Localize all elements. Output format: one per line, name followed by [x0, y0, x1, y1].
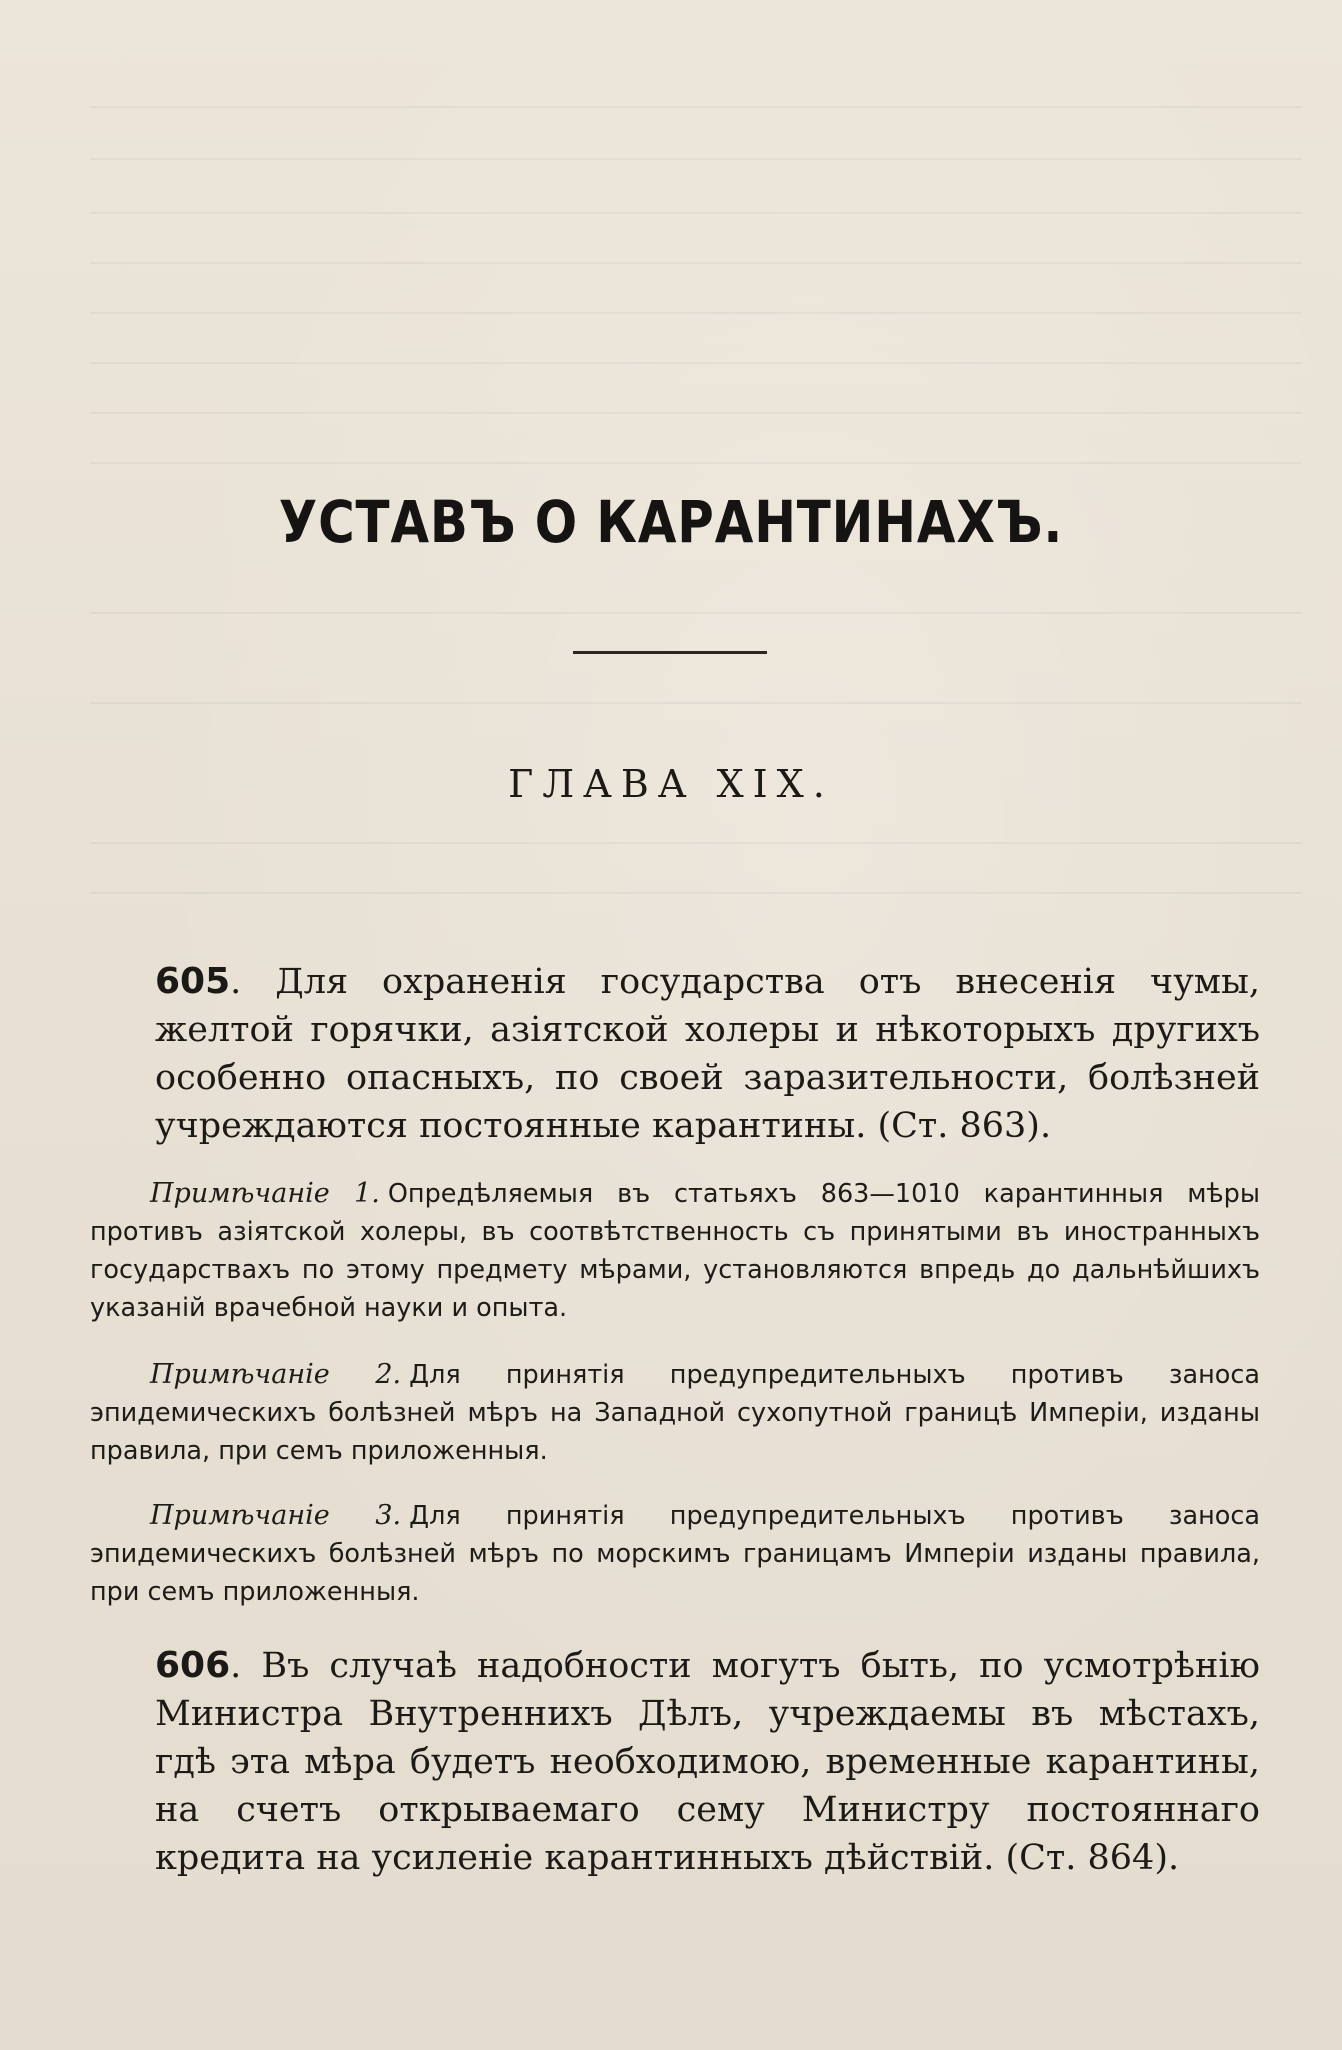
bleed-through-line	[90, 106, 1302, 108]
bleed-through-line	[90, 612, 1302, 614]
bleed-through-line	[90, 312, 1302, 314]
article-number: 605	[155, 961, 231, 1002]
bleed-through-line	[90, 412, 1302, 414]
bleed-through-line	[90, 158, 1302, 160]
bleed-through-line	[90, 262, 1302, 264]
article-605	[155, 958, 1260, 1150]
article-606	[155, 1642, 1260, 1882]
page-title: УСТАВЪ О КАРАНТИНАХЪ.	[278, 488, 1064, 556]
note-label: Примѣчаніе 2.	[150, 1359, 402, 1390]
bleed-through-line	[90, 842, 1302, 844]
bleed-through-line	[90, 462, 1302, 464]
note-text: Для принятія предупредительныхъ противъ заноса эпидемическихъ болѣзней мѣръ на Западной сухопутной границѣ Имперіи, изданы правила, при семъ приложенныя.	[90, 1360, 1260, 1466]
bleed-through-line	[90, 892, 1302, 894]
article-text: . Въ случаѣ надобности могутъ быть, по усмотрѣнію Министра Внутреннихъ Дѣлъ, учреждаемы въ мѣстахъ, гдѣ эта мѣра будетъ необходимою, временные карантины, на счетъ открываемаго сему Министру постояннаго кредита на усиленіе карантинныхъ дѣйствій. (Ст. 864).	[155, 1646, 1260, 1878]
chapter-heading: ГЛАВА XIX.	[508, 762, 834, 806]
bleed-through-line	[90, 702, 1302, 704]
article-text: . Для охраненія государства отъ внесенія чумы, желтой горячки, азіятской холеры и нѣкоторыхъ другихъ особенно опасныхъ, по своей заразительности, болѣзней учреждаются постоянные карантины. (Ст. 863).	[155, 962, 1260, 1146]
note-label: Примѣчаніе 1.	[150, 1178, 380, 1209]
note-1	[90, 1175, 1260, 1327]
note-2	[90, 1356, 1260, 1470]
bleed-through-line	[90, 362, 1302, 364]
note-3	[90, 1497, 1260, 1611]
note-text: Опредѣляемыя въ статьяхъ 863—1010 карантинныя мѣры противъ азіятской холеры, въ соотвѣтственность съ принятыми въ иностранныхъ государствахъ по этому предмету мѣрами, установляются впредь до дальнѣйшихъ указаній врачебной науки и опыта.	[90, 1179, 1260, 1323]
article-number: 606	[155, 1645, 231, 1686]
note-label: Примѣчаніе 3.	[150, 1500, 402, 1531]
note-text: Для принятія предупредительныхъ противъ заноса эпидемическихъ болѣзней мѣръ по морскимъ границамъ Имперіи изданы правила, при семъ приложенныя.	[90, 1501, 1260, 1607]
title-divider	[573, 651, 767, 654]
bleed-through-line	[90, 212, 1302, 214]
